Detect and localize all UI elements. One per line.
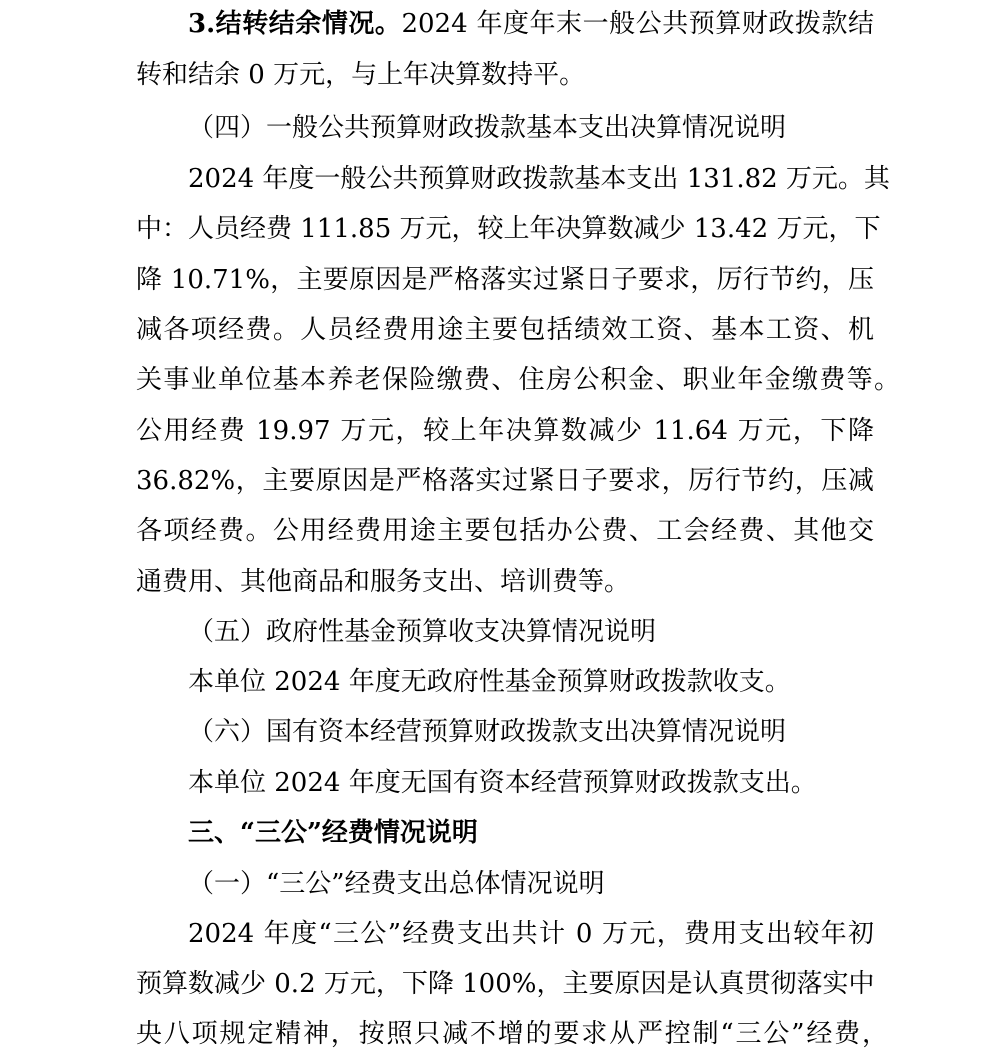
section-6-heading: （六）国有资本经营预算财政拨款支出决算情况说明	[188, 717, 787, 747]
section-4-heading: （四）一般公共预算财政拨款基本支出决算情况说明	[188, 113, 787, 143]
section-4-line: 通费用、其他商品和服务支出、培训费等。	[136, 567, 631, 597]
carryover-line-1-text: 2024 年度年末一般公共预算财政拨款结	[401, 9, 874, 39]
carryover-lead: 3.结转结余情况。	[188, 9, 402, 39]
section-4-line: 中：人员经费 111.85 万元，较上年决算数减少 13.42 万元，下	[136, 214, 881, 244]
section-4-line: 36.82%，主要原因是严格落实过紧日子要求，厉行节约，压减	[136, 466, 874, 496]
section-4-line: 公用经费 19.97 万元，较上年决算数减少 11.64 万元，下降	[136, 416, 874, 446]
part-3-sub-1-line: 央八项规定精神，按照只减不增的要求从严控制“三公”经费，	[136, 1019, 888, 1049]
section-4-line: 关事业单位基本养老保险缴费、住房公积金、职业年金缴费等。	[136, 365, 900, 395]
part-3-heading: 三、“三公”经费情况说明	[188, 818, 478, 848]
section-5-heading: （五）政府性基金预算收支决算情况说明	[188, 617, 657, 647]
carryover-line-1	[188, 6, 874, 42]
section-4-line: 减各项经费。人员经费用途主要包括绩效工资、基本工资、机	[136, 315, 874, 345]
section-6-body: 本单位 2024 年度无国有资本经营预算财政拨款支出。	[188, 768, 817, 798]
carryover-line-2: 转和结余 0 万元，与上年决算数持平。	[136, 60, 586, 90]
section-4-line: 2024 年度一般公共预算财政拨款基本支出 131.82 万元。其	[188, 164, 890, 194]
part-3-sub-1-heading: （一）“三公”经费支出总体情况说明	[188, 869, 605, 899]
section-4-line: 各项经费。公用经费用途主要包括办公费、工会经费、其他交	[136, 516, 874, 546]
section-4-line: 降 10.71%，主要原因是严格落实过紧日子要求，厉行节约，压	[136, 265, 874, 295]
part-3-sub-1-line: 2024 年度“三公”经费支出共计 0 万元，费用支出较年初	[188, 919, 874, 949]
section-5-body: 本单位 2024 年度无政府性基金预算财政拨款收支。	[188, 667, 791, 697]
part-3-sub-1-line: 预算数减少 0.2 万元，下降 100%，主要原因是认真贯彻落实中	[136, 969, 875, 999]
